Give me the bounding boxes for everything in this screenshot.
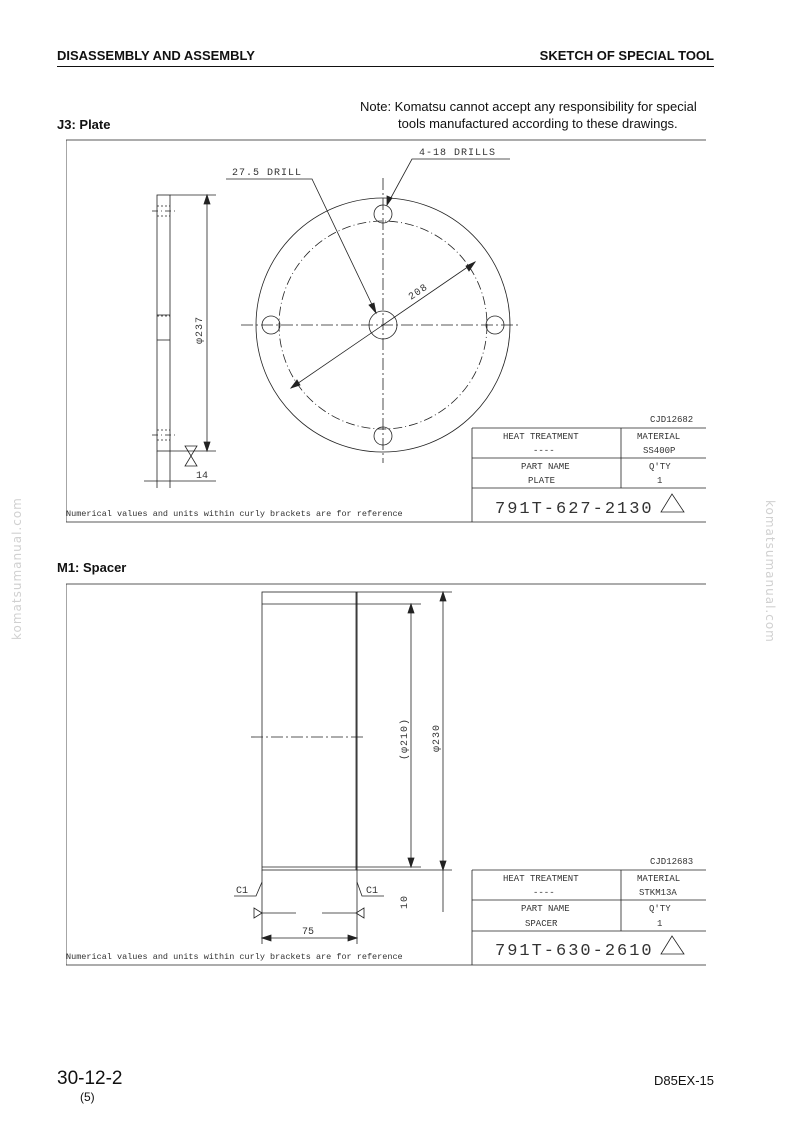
spacer-frame	[66, 584, 706, 965]
plate-material-value: SS400P	[643, 446, 676, 456]
header-rule	[57, 66, 714, 67]
plate-qty-label: Q'TY	[649, 462, 671, 472]
footer-page-number: 30-12-2	[57, 1068, 123, 1089]
plate-drawing-code: CJD12682	[650, 415, 694, 425]
spacer-material-label: MATERIAL	[637, 874, 681, 884]
spacer-heat-treatment-value: ----	[533, 888, 555, 898]
spacer-section-view	[234, 592, 452, 944]
plate-material-label: MATERIAL	[637, 432, 681, 442]
spacer-heat-treatment-label: HEAT TREATMENT	[503, 874, 579, 884]
plate-frame	[66, 140, 706, 522]
spacer-chamfer-left-label: C1	[236, 886, 249, 897]
spacer-chamfer-right-label: C1	[366, 886, 379, 897]
spacer-ten-label: 10	[400, 894, 411, 909]
plate-heat-treatment-label: HEAT TREATMENT	[503, 432, 579, 442]
plate-title: J3: Plate	[57, 117, 111, 132]
plate-drill-holes-label: 4-18 DRILLS	[419, 148, 497, 159]
plate-footnote: Numerical values and units within curly brackets are for reference	[66, 509, 403, 519]
spacer-material-value: STKM13A	[639, 888, 677, 898]
plate-drawing	[66, 138, 706, 523]
spacer-qty-label: Q'TY	[649, 904, 671, 914]
plate-front-view	[226, 159, 521, 463]
plate-pcd-label: 208	[407, 282, 431, 304]
plate-drawing-svg	[66, 138, 706, 523]
spacer-outer-diameter-label: φ230	[432, 723, 443, 752]
plate-qty-value: 1	[657, 476, 663, 486]
spacer-footnote: Numerical values and units within curly brackets are for reference	[66, 952, 403, 962]
spacer-drawing	[66, 582, 706, 967]
plate-thickness-label: 14	[196, 471, 209, 482]
footer-model: D85EX-15	[654, 1073, 714, 1088]
spacer-drawing-code: CJD12683	[650, 857, 694, 867]
plate-drill-center-label: 27.5 DRILL	[232, 168, 303, 179]
disclaimer-note	[360, 98, 720, 132]
footer-revision: (5)	[80, 1090, 95, 1104]
plate-part-number: 791T-627-2130	[495, 500, 654, 519]
plate-heat-treatment-value: ----	[533, 446, 555, 456]
spacer-title: M1: Spacer	[57, 560, 127, 575]
spacer-length-label: 75	[302, 927, 315, 938]
spacer-inner-diameter-label: (φ210)	[400, 717, 411, 760]
watermark-left: komatsumanual.com	[10, 497, 24, 640]
note-line-2: tools manufactured according to these drawings.	[398, 116, 678, 131]
header-section-title: DISASSEMBLY AND ASSEMBLY	[57, 48, 255, 63]
spacer-part-number: 791T-630-2610	[495, 942, 654, 961]
note-line-1: Note: Komatsu cannot accept any responsibility for special	[360, 99, 697, 114]
spacer-part-name-label: PART NAME	[521, 904, 570, 914]
watermark-right: komatsumanual.com	[763, 500, 777, 643]
plate-part-name-value: PLATE	[528, 476, 556, 486]
spacer-part-name-value: SPACER	[525, 919, 558, 929]
spacer-revision-triangle	[661, 936, 684, 954]
spacer-drawing-svg	[66, 582, 706, 967]
spacer-qty-value: 1	[657, 919, 663, 929]
plate-part-name-label: PART NAME	[521, 462, 570, 472]
plate-revision-triangle	[661, 494, 684, 512]
plate-diameter-label: φ237	[195, 315, 206, 344]
header-page-title: SKETCH OF SPECIAL TOOL	[539, 48, 714, 63]
